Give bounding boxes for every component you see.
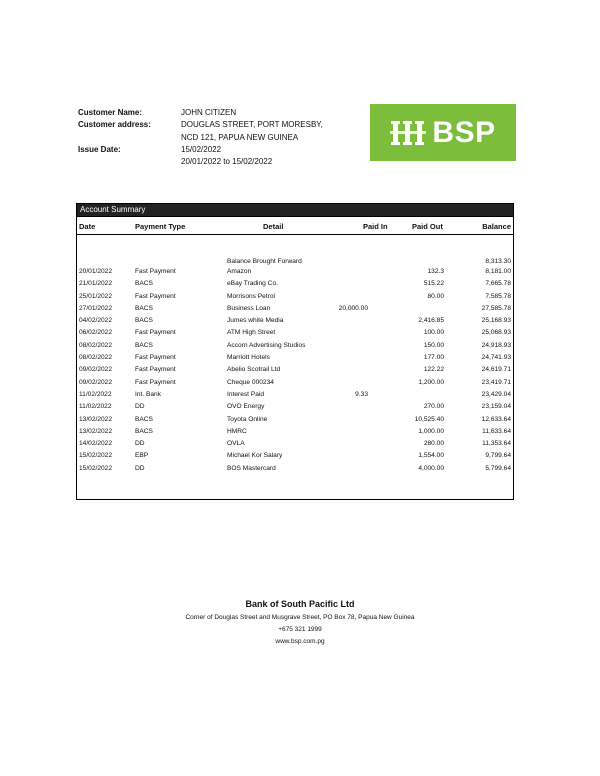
bsp-emblem-icon xyxy=(390,119,426,147)
cell-paid-out: 1,554.00 xyxy=(418,452,444,460)
cell-payment-type: Fast Payment xyxy=(135,292,176,300)
cell-paid-out: 4,000.00 xyxy=(418,464,444,472)
table-row xyxy=(77,450,513,462)
cell-date: 04/02/2022 xyxy=(79,317,113,325)
brought-forward-balance: 8,313.30 xyxy=(485,258,511,265)
table-row xyxy=(77,438,513,450)
cell-payment-type: BACS xyxy=(135,427,153,435)
cell-balance: 25,068.93 xyxy=(481,329,511,337)
cell-payment-type: Fast Payment xyxy=(135,366,176,374)
cell-detail: eBay Trading Co. xyxy=(227,280,278,288)
cell-payment-type: EBP xyxy=(135,452,149,460)
table-row xyxy=(77,327,513,339)
cell-paid-out: 515.22 xyxy=(423,280,444,288)
cell-paid-out: 122.22 xyxy=(423,366,444,374)
cell-date: 09/02/2022 xyxy=(79,366,113,374)
cell-payment-type: DD xyxy=(135,440,145,448)
cell-detail: Morrisons Petrol xyxy=(227,292,276,300)
issue-date-label: Issue Date: xyxy=(78,145,121,154)
table-row xyxy=(77,463,513,475)
cell-payment-type: Int. Bank xyxy=(135,390,162,398)
cell-balance: 7,585.78 xyxy=(485,292,511,300)
cell-balance: 9,799.64 xyxy=(485,452,511,460)
cell-date: 25/01/2022 xyxy=(79,292,113,300)
header-date: Date xyxy=(79,222,96,231)
cell-detail: BOS Mastercard xyxy=(227,464,276,472)
cell-detail: Jumes white Media xyxy=(227,317,284,325)
cell-date: 11/02/2022 xyxy=(79,403,112,411)
cell-paid-out: 270.00 xyxy=(423,403,444,411)
cell-balance: 25,168.93 xyxy=(481,317,511,325)
customer-address-label: Customer address: xyxy=(78,120,151,129)
cell-detail: Amazon xyxy=(227,268,252,275)
cell-paid-out: 80.00 xyxy=(427,292,444,300)
cell-payment-type: BACS xyxy=(135,341,153,349)
cell-payment-type: Fast Payment xyxy=(135,329,176,337)
cell-date: 20/01/2022 xyxy=(79,268,113,275)
cell-date: 21/01/2022 xyxy=(79,280,113,288)
brought-forward-label: Balance Brought Forward xyxy=(227,258,302,265)
cell-detail: Abelio Scotrail Ltd xyxy=(227,366,281,374)
table-row xyxy=(77,364,513,376)
cell-balance: 23,159.04 xyxy=(481,403,511,411)
cell-balance: 12,633.64 xyxy=(481,415,511,423)
table-row xyxy=(77,401,513,413)
table-header xyxy=(77,216,513,235)
issue-date: 15/02/2022 xyxy=(181,145,222,154)
cell-date: 13/02/2022 xyxy=(79,427,113,435)
bank-address: Corner of Douglas Street and Musgrave Street, PO Box 78, Papua New Guinea xyxy=(185,614,415,621)
cell-payment-type: Fast Payment xyxy=(135,268,176,275)
table-row xyxy=(77,266,513,278)
table-row xyxy=(77,377,513,389)
customer-address-line2: NCD 121, PAPUA NEW GUINEA xyxy=(181,133,299,142)
header-paid-in: Paid In xyxy=(363,222,388,231)
bsp-logo xyxy=(370,104,516,161)
cell-detail: Toyota Online xyxy=(227,415,268,423)
statement-period: 20/01/2022 to 15/02/2022 xyxy=(181,157,273,166)
cell-detail: Business Loan xyxy=(227,304,271,312)
customer-address-line1: DOUGLAS STREET, PORT MORESBY, xyxy=(181,120,323,129)
cell-payment-type: DD xyxy=(135,464,145,472)
cell-payment-type: DD xyxy=(135,403,145,411)
table-row xyxy=(77,426,513,438)
transaction-list xyxy=(77,266,513,475)
cell-balance: 5,799.64 xyxy=(485,464,511,472)
cell-date: 27/01/2022 xyxy=(79,304,113,312)
cell-date: 15/02/2022 xyxy=(79,452,113,460)
cell-balance: 24,741.93 xyxy=(481,354,511,362)
bank-phone: +675 321 1999 xyxy=(278,626,322,633)
cell-payment-type: BACS xyxy=(135,304,153,312)
customer-name-label: Customer Name: xyxy=(78,108,143,117)
cell-balance: 23,419.71 xyxy=(481,378,511,386)
cell-detail: Michael Kor Salary xyxy=(227,452,283,460)
cell-balance: 8,181.00 xyxy=(485,268,511,275)
table-row xyxy=(77,389,513,401)
cell-payment-type: Fast Payment xyxy=(135,354,176,362)
cell-date: 14/02/2022 xyxy=(79,440,113,448)
cell-balance: 27,585.78 xyxy=(481,304,511,312)
header-payment-type: Payment Type xyxy=(135,222,186,231)
account-summary-table xyxy=(76,203,514,500)
cell-detail: OVLA xyxy=(227,440,245,448)
cell-detail: Interest Paid xyxy=(227,390,265,398)
table-row xyxy=(77,352,513,364)
customer-name: JOHN CITIZEN xyxy=(181,108,237,117)
account-summary-title: Account Summary xyxy=(77,204,513,216)
cell-paid-out: 132.3 xyxy=(427,268,444,275)
cell-date: 09/02/2022 xyxy=(79,378,113,386)
cell-detail: Marriott Hotels xyxy=(227,354,270,362)
cell-paid-out: 1,000.00 xyxy=(418,427,444,435)
cell-paid-in: 9.33 xyxy=(355,390,368,398)
bank-website: www.bsp.com.pg xyxy=(275,638,325,645)
cell-paid-out: 150.00 xyxy=(423,341,444,349)
cell-detail: Accorn Advertising Studios xyxy=(227,341,306,349)
cell-detail: ATM High Street xyxy=(227,329,276,337)
cell-date: 15/02/2022 xyxy=(79,464,113,472)
header-balance: Balance xyxy=(482,222,511,231)
cell-balance: 24,619.71 xyxy=(481,366,511,374)
cell-payment-type: BACS xyxy=(135,317,153,325)
cell-detail: HMRC xyxy=(227,427,247,435)
cell-payment-type: BACS xyxy=(135,280,153,288)
cell-paid-out: 1,200.00 xyxy=(418,378,444,386)
cell-balance: 23,429.04 xyxy=(481,390,511,398)
cell-date: 11/02/2022 xyxy=(79,390,112,398)
cell-date: 06/02/2022 xyxy=(79,329,113,337)
cell-payment-type: BACS xyxy=(135,415,153,423)
cell-paid-out: 280.00 xyxy=(423,440,444,448)
table-row xyxy=(77,315,513,327)
cell-detail: Cheque 000234 xyxy=(227,378,274,386)
cell-payment-type: Fast Payment xyxy=(135,378,176,386)
cell-balance: 7,665.78 xyxy=(485,280,511,288)
cell-detail: OVO Energy xyxy=(227,403,265,411)
header-paid-out: Paid Out xyxy=(412,222,443,231)
cell-paid-in: 20,000.00 xyxy=(338,304,368,312)
cell-balance: 24,918.93 xyxy=(481,341,511,349)
bank-name: Bank of South Pacific Ltd xyxy=(245,599,355,609)
logo-text: BSP xyxy=(432,115,496,149)
cell-paid-out: 10,525.40 xyxy=(414,415,444,423)
cell-date: 13/02/2022 xyxy=(79,415,113,423)
cell-date: 08/02/2022 xyxy=(79,341,113,349)
cell-paid-out: 100.00 xyxy=(423,329,444,337)
cell-balance: 11,353.64 xyxy=(482,440,511,448)
cell-date: 08/02/2022 xyxy=(79,354,113,362)
table-row xyxy=(77,340,513,352)
table-row xyxy=(77,414,513,426)
header-detail: Detail xyxy=(263,222,284,231)
table-row xyxy=(77,303,513,315)
table-row xyxy=(77,291,513,303)
cell-balance: 11,633.64 xyxy=(482,427,511,435)
table-row xyxy=(77,278,513,290)
cell-paid-out: 2,416.85 xyxy=(418,317,444,325)
cell-paid-out: 177.00 xyxy=(423,354,444,362)
